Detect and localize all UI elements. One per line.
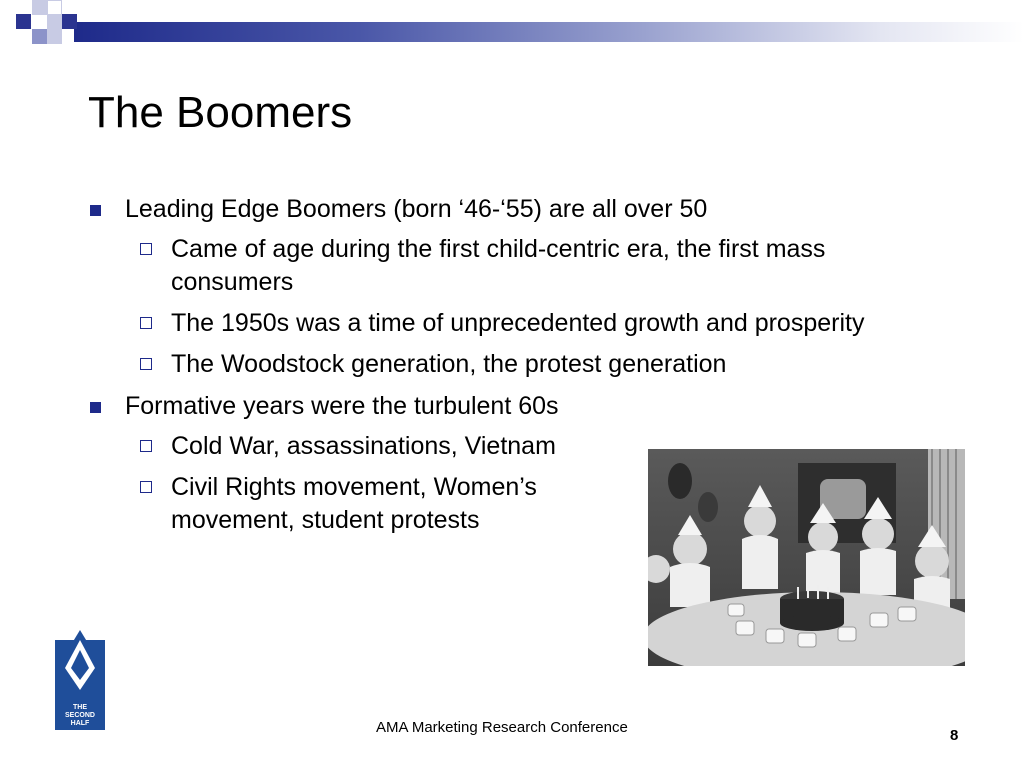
bullet-text: Cold War, assassinations, Vietnam	[171, 432, 556, 460]
hollow-square-bullet-icon	[140, 358, 152, 370]
bullet-text: Civil Rights movement, Women’s movement, student protests	[171, 473, 537, 534]
bullet-text: The 1950s was a time of unprecedented growth and prosperity	[171, 309, 865, 337]
second-half-logo	[55, 630, 105, 730]
birthday-party-photo	[648, 449, 965, 666]
gradient-band	[74, 22, 1024, 42]
hollow-square-bullet-icon	[140, 243, 152, 255]
bullet-level2	[88, 430, 611, 463]
decor-square	[16, 29, 31, 44]
hollow-square-bullet-icon	[140, 440, 152, 452]
decor-square	[47, 29, 62, 44]
decor-square	[32, 29, 47, 44]
square-bullet-icon	[90, 205, 101, 216]
footer-text: AMA Marketing Research Conference	[376, 719, 628, 736]
decor-square	[47, 0, 62, 15]
bullet-text: Formative years were the turbulent 60s	[125, 392, 559, 420]
slide-title: The Boomers	[88, 88, 353, 137]
bullet-level1	[88, 192, 948, 226]
decor-square	[32, 0, 47, 15]
decor-square	[16, 14, 31, 29]
square-bullet-icon	[90, 402, 101, 413]
bullet-text: Leading Edge Boomers (born ‘46-‘55) are all over 50	[125, 195, 708, 223]
bullet-level2	[88, 233, 948, 299]
photo-illustration	[648, 449, 965, 666]
bullet-text: Came of age during the first child-centric era, the first mass consumers	[171, 235, 826, 296]
bullet-level2	[88, 471, 611, 537]
hollow-square-bullet-icon	[140, 317, 152, 329]
logo-text: THE SECOND HALF	[65, 704, 95, 727]
bullet-text: The Woodstock generation, the protest generation	[171, 350, 727, 378]
decor-square	[47, 14, 62, 29]
bullet-level2	[88, 348, 948, 381]
decor-square	[62, 14, 77, 29]
page-number: 8	[950, 727, 959, 744]
hollow-square-bullet-icon	[140, 481, 152, 493]
bullet-level2	[88, 307, 911, 340]
bullet-level1	[88, 389, 948, 423]
top-decorative-bar	[0, 0, 1024, 60]
